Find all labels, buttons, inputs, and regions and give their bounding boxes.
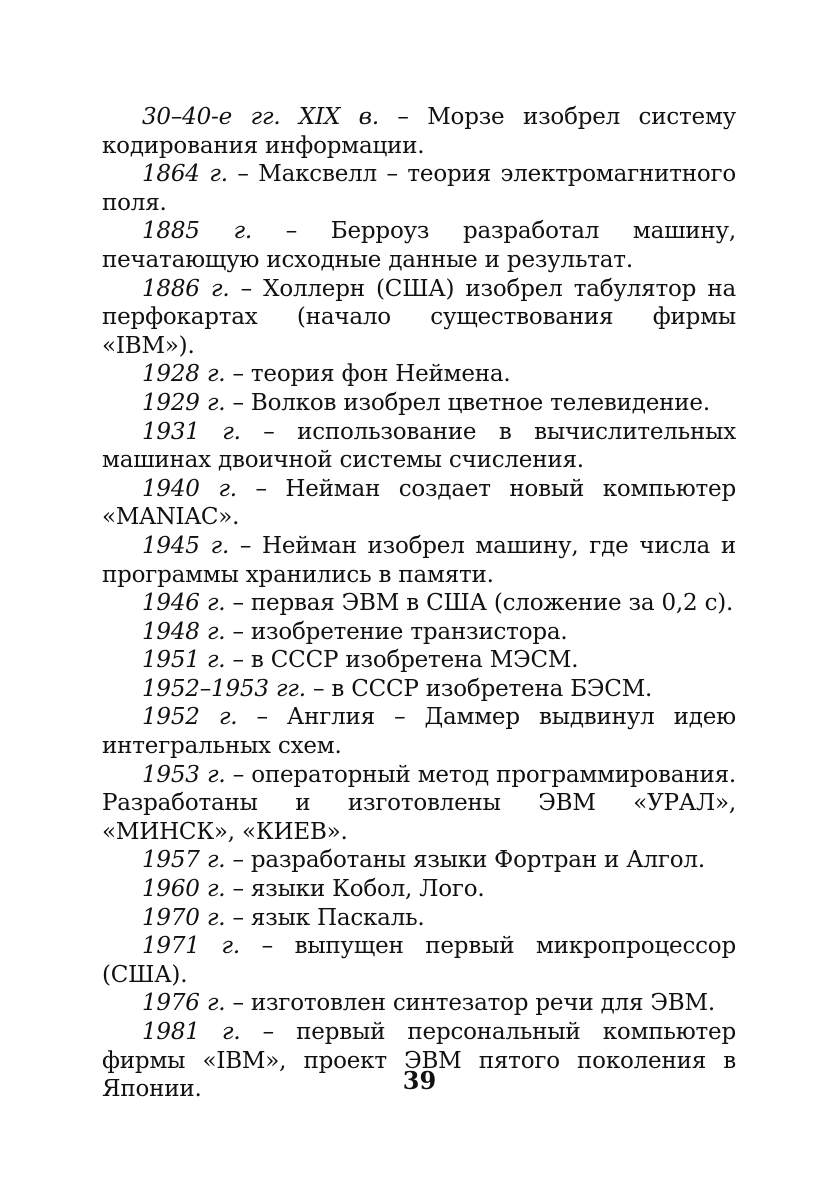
timeline-entry [102,846,736,875]
timeline-entry [102,589,736,618]
entry-text: – в СССР изобретена МЭСМ. [225,647,579,674]
timeline-entry [102,761,736,847]
timeline-entry [102,989,736,1018]
timeline-entry [102,103,736,160]
entry-date: 1886 г. [142,275,230,302]
entry-text: – первая ЭВМ в США (сложение за 0,2 с). [225,590,734,617]
entry-date: 1951 г. [142,647,226,674]
entry-text: – изготовлен синтезатор речи для ЭВМ. [225,990,715,1017]
timeline-entry [102,703,736,760]
entry-text: – Морзе изобрел систему кодирования информации. [102,104,736,159]
entry-date: 1946 г. [142,590,226,617]
entry-text: – язык Паскаль. [225,904,425,931]
entry-text: – Нейман изобрел машину, где числа и программы хранились в памяти. [102,532,736,588]
entry-text: – Нейман создает новый компьютер «MANIAC». [102,475,736,531]
timeline-entry [102,217,736,274]
timeline-entry [102,160,736,217]
timeline-entry [102,875,736,904]
entry-text: – Волков изобрел цветное телевидение. [225,389,710,416]
timeline-entry [102,360,736,389]
entry-date: 1960 г. [142,876,226,903]
timeline-entry [102,418,736,475]
entry-text: – разработаны языки Фортран и Алгол. [225,847,705,874]
timeline-entry [102,932,736,989]
entry-text: – языки Кобол, Лого. [225,876,485,903]
timeline-entry [102,646,736,675]
timeline-entry [102,275,736,361]
timeline-entry [102,475,736,532]
entry-date: 1970 г. [142,904,226,931]
timeline-text [102,103,736,1104]
entry-date: 1971 г. [142,933,240,960]
timeline-entry [102,618,736,647]
entry-date: 1945 г. [142,532,230,559]
entry-date: 1952 г. [142,704,238,731]
entry-text: – изобретение транзистора. [225,618,568,645]
entry-date: 1953 г. [142,761,226,788]
entry-date: 1957 г. [142,847,226,874]
entry-date: 30–40-е гг. XIX в. [142,104,379,130]
entry-text: – Максвелл – теория электромагнитного поля. [102,161,736,216]
entry-date: 1940 г. [142,475,237,502]
entry-date: 1981 г. [142,1019,241,1045]
page-number: 39 [402,1066,437,1095]
entry-text: – Холлерн (США) изобрел табулятор на перфокартах (начало существования фирмы «IBM»). [102,275,736,359]
entry-date: 1952–1953 гг. [142,675,306,702]
timeline-entry [102,675,736,704]
entry-date: 1928 г. [142,361,226,388]
entry-text: – использование в вычислительных машинах двоичной системы счисления. [102,418,736,474]
entry-text: – теория фон Неймена. [225,361,511,388]
entry-text: – выпущен первый микропроцессор (США). [102,933,736,988]
entry-date: 1931 г. [142,418,241,445]
timeline-entry [102,389,736,418]
entry-text: – операторный метод программирования. Разработаны и изготовлены ЭВМ «УРАЛ», «МИНСК», «КИЕВ». [102,761,736,845]
entry-text: – Англия – Даммер выдвинул идею интегральных схем. [102,704,736,760]
entry-date: 1948 г. [142,618,226,645]
entry-date: 1976 г. [142,990,226,1017]
entry-date: 1864 г. [142,161,228,188]
entry-text: – Берроуз разработал машину, печатающую исходные данные и результат. [102,218,736,273]
entry-date: 1929 г. [142,389,226,416]
timeline-entry [102,532,736,589]
entry-text: – первый персональный компьютер фирмы «IBM», проект ЭВМ пятого поколения в Японии. [102,1019,736,1103]
entry-text: – в СССР изобретена БЭСМ. [305,675,653,702]
timeline-entry [102,904,736,933]
entry-date: 1885 г. [142,218,253,245]
